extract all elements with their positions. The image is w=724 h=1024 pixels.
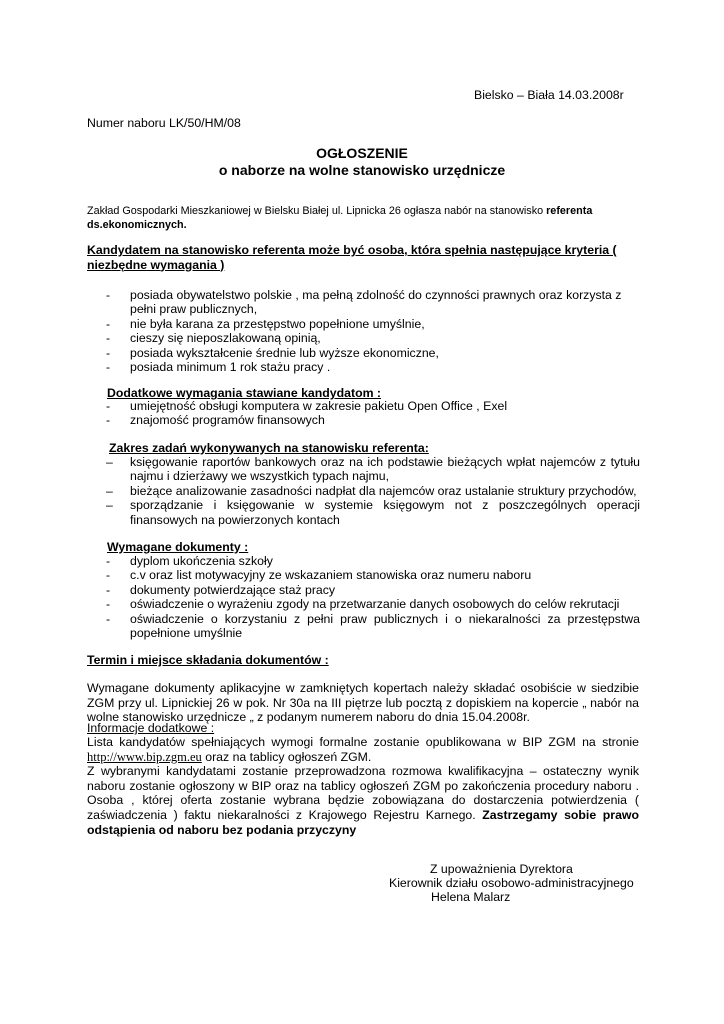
dash-bullet: - (106, 316, 111, 331)
intro-text: Zakład Gospodarki Mieszkaniowej w Bielsku Białej ul. Lipnicka 26 ogłasza nabór na stanowisko (87, 205, 547, 217)
list-item (104, 288, 644, 317)
list-item (104, 568, 640, 582)
info-text-2: oraz na tablicy ogłoszeń ZGM. (201, 749, 372, 764)
deadline-heading: Termin i miejsce składania dokumentów : (87, 653, 329, 667)
list-item-text: sporządzanie i księgowanie w systemie księgowym not z poszczególnych operacji finansowych na powierzonych kontach (130, 498, 640, 527)
dash-bullet: - (106, 399, 111, 413)
dash-bullet: – (106, 455, 113, 469)
list-item-text: księgowanie raportów bankowych oraz na ich podstawie bieżących wpłat najemców z tytułu najmu i dzierżawy we wszystkich typach najmu, (130, 455, 640, 484)
list-item-text: oświadczenie o korzystaniu z pełni praw publicznych i o niekaralności za przestępstwa popełnione umyślnie (130, 611, 640, 641)
list-item-text: dyplom ukończenia szkoły (130, 554, 273, 568)
dash-bullet: – (106, 483, 113, 498)
info-paragraph (87, 735, 639, 837)
list-item-text: nie była karana za przestępstwo popełnione umyślnie, (130, 316, 425, 331)
additional-heading: Dodatkowe wymagania stawiane kandydatom : (107, 386, 382, 400)
list-item-text: posiada obywatelstwo polskie , ma pełną zdolność do czynności prawnych oraz korzysta z pełni praw publicznych, (130, 288, 622, 317)
documents-heading: Wymagane dokumenty : (107, 540, 249, 554)
dash-bullet: - (106, 288, 111, 302)
list-item-text: c.v oraz list motywacyjny ze wskazaniem stanowiska oraz numeru naboru (130, 568, 532, 583)
dash-bullet: - (106, 611, 111, 626)
list-item (104, 413, 644, 427)
list-item (104, 399, 644, 413)
documents-list (104, 554, 640, 640)
requirements-list (104, 288, 644, 374)
intro-position: referenta ds.ekonomicznych. (87, 205, 593, 231)
list-item (104, 455, 640, 484)
requirements-heading: Kandydatem na stanowisko referenta może być osoba, która spełnia następujące kryteria ( niezbędne wymagania ) (87, 243, 617, 272)
dash-bullet: - (106, 360, 111, 375)
reference-number: Numer naboru LK/50/HM/08 (87, 116, 241, 130)
info-text-3: Z wybranymi kandydatami zostanie przeprowadzona rozmowa kwalifikacyjna – ostateczny wynik naboru zostanie ogłoszony w BIP oraz na tablicy ogłoszeń ZGM po zakończenia procedury naboru . Osoba , której oferta zostanie wybrana będzie zobowiązana do dostarczenia potwierdzenia ( zaświadczenia ) faktu niekaralności z Krajowego Rejestru Karnego. (87, 764, 639, 822)
list-item-text: bieżące analizowanie zasadności nadpłat dla najemców oraz ustalanie struktury przychodów, (130, 483, 637, 498)
list-item-text: cieszy się nieposzlakowaną opinią, (130, 331, 321, 346)
list-item-text: posiada wykształcenie średnie lub wyższe ekonomiczne, (130, 345, 439, 360)
list-item (104, 331, 644, 345)
intro-paragraph (87, 205, 627, 232)
signature-line-1: Z upoważnienia Dyrektora (430, 862, 573, 876)
dash-bullet: – (106, 498, 113, 513)
dash-bullet: - (106, 582, 111, 597)
signature-line-2: Kierownik działu osobowo-administracyjnego (389, 876, 634, 890)
list-item (104, 612, 640, 641)
tasks-list (104, 455, 640, 527)
info-bold-note: Zastrzegamy sobie prawo odstąpienia od naboru bez podania przyczyny (87, 807, 639, 837)
deadline-paragraph: Wymagane dokumenty aplikacyjne w zamkniętych kopertach należy składać osobiście w siedzibie ZGM przy ul. Lipnickiej 26 w pok. Nr 30a na III piętrze lub pocztą z dopiskiem na kopercie „ nabór na wolne stanowisko urzędnicze „ z podanym numerem naboru do dnia 15.04.2008r. (87, 681, 639, 725)
info-heading: Informacje dodatkowe : (87, 721, 215, 735)
list-item-text: znajomość programów finansowych (130, 413, 325, 428)
additional-list (104, 399, 644, 428)
info-text-1: Lista kandydatów spełniających wymogi formalne zostanie opublikowana w BIP ZGM na stronie (87, 735, 639, 749)
list-item (104, 360, 644, 374)
list-item (104, 597, 640, 611)
dash-bullet: - (106, 597, 111, 612)
signature-name: Helena Malarz (431, 890, 511, 904)
list-item (104, 498, 640, 527)
dash-bullet: - (106, 568, 111, 583)
list-item (104, 583, 640, 597)
list-item-text: posiada minimum 1 rok stażu pracy . (130, 360, 331, 375)
dash-bullet: - (106, 331, 111, 346)
list-item (104, 317, 644, 331)
dash-bullet: - (106, 345, 111, 360)
dash-bullet: - (106, 554, 111, 568)
tasks-heading: Zakres zadań wykonywanych na stanowisku referenta: (109, 441, 429, 455)
list-item (104, 554, 640, 568)
list-item-text: oświadczenie o wyrażeniu zgody na przetwarzanie danych osobowych do celów rekrutacji (130, 597, 620, 612)
place-date: Bielsko – Biała 14.03.2008r (474, 88, 624, 102)
page-title: OGŁOSZENIE (316, 145, 408, 161)
list-item-text: umiejętność obsługi komputera w zakresie pakietu Open Office , Exel (130, 399, 508, 413)
list-item (104, 484, 640, 498)
bip-link[interactable]: http://www.bip.zgm.eu (87, 749, 202, 764)
page-subtitle: o naborze na wolne stanowisko urzędnicze (218, 162, 506, 178)
list-item (104, 346, 644, 360)
list-item-text: dokumenty potwierdzające staż pracy (130, 582, 336, 597)
dash-bullet: - (106, 413, 111, 428)
